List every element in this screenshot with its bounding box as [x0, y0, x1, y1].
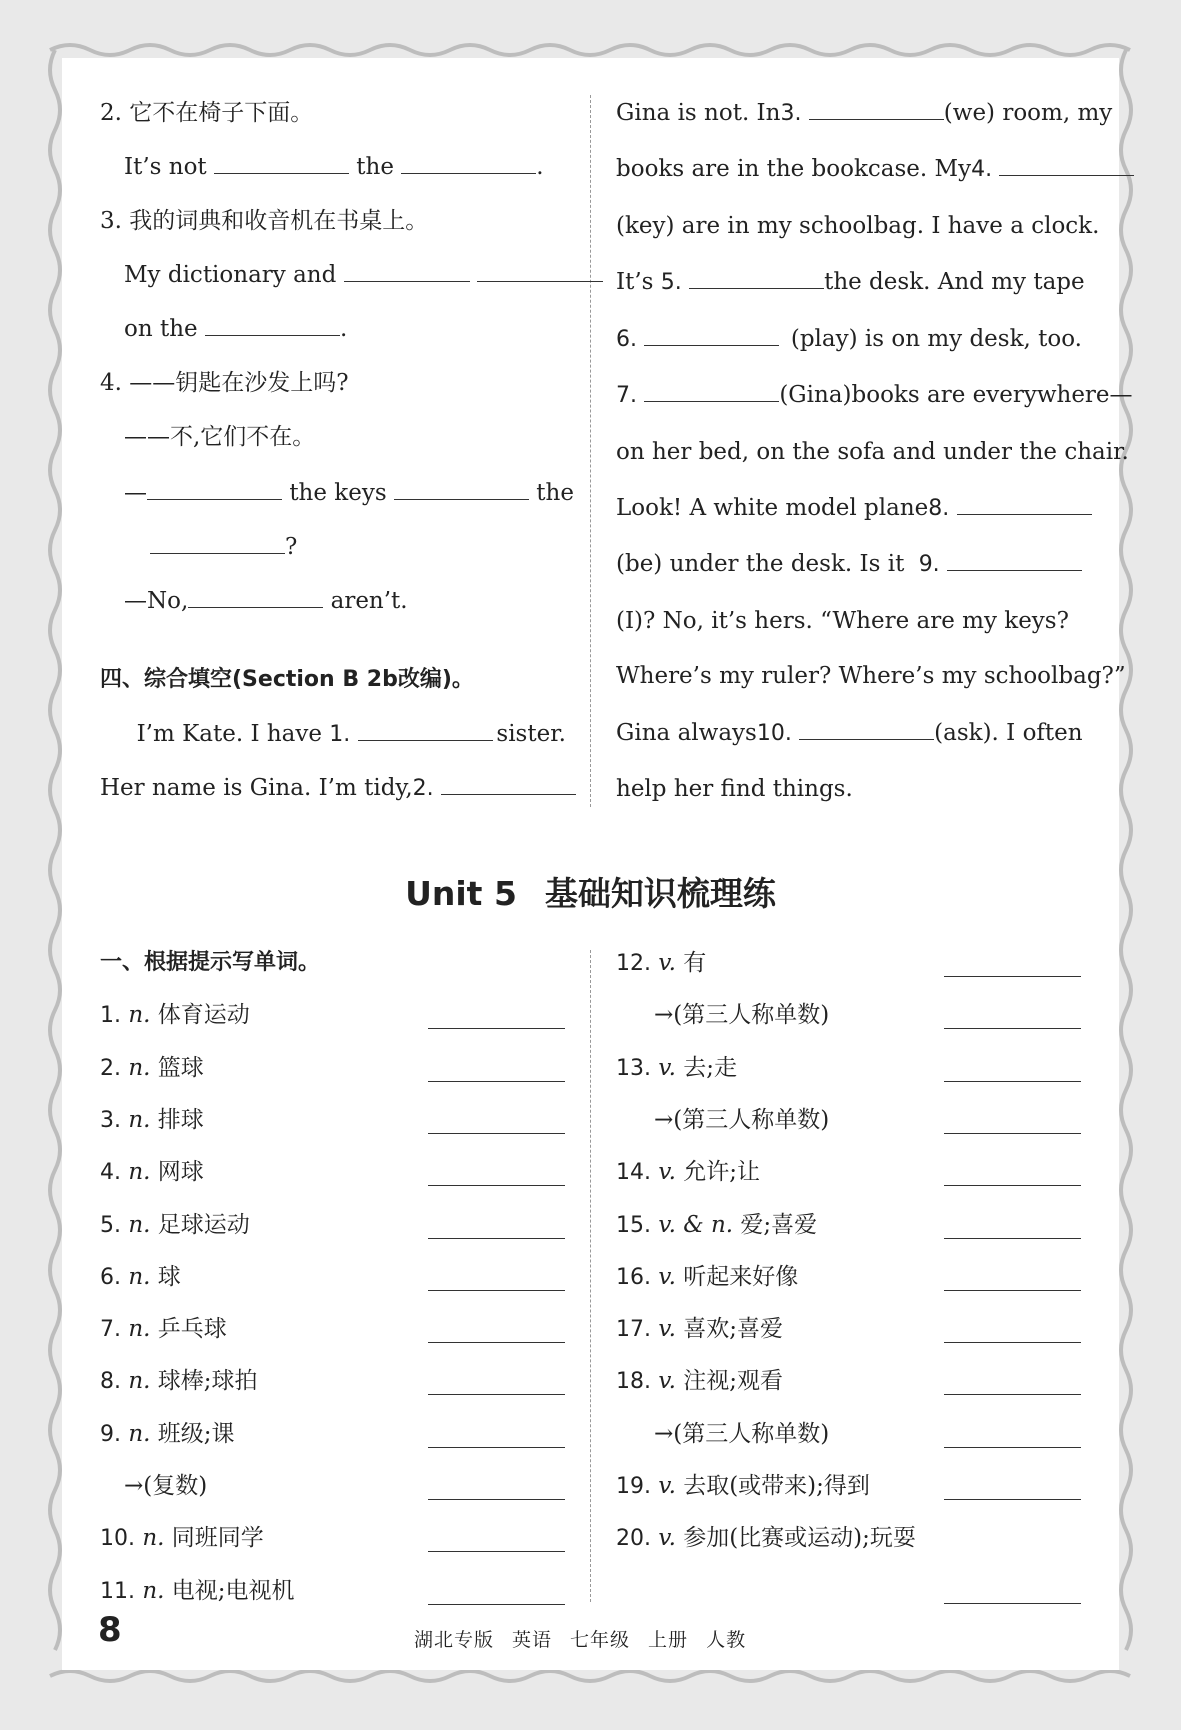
passage-r12: Gina always 10. (ask). I often	[616, 720, 1083, 746]
q2-chinese: 2. 它不在椅子下面。	[100, 100, 314, 126]
footer-item: 上册	[648, 1629, 689, 1651]
answer-line[interactable]	[428, 1133, 565, 1134]
vocab-item	[100, 1053, 204, 1084]
vocab-item	[100, 1576, 295, 1607]
q2-english: It’s not the .	[124, 154, 544, 180]
passage-r1: Gina is not. In 3. (we) room, my	[616, 100, 1113, 126]
part-of-speech: n.	[128, 1212, 151, 1238]
section-4-title: 四、综合填空(Section B 2b改编)。	[100, 667, 474, 692]
vocab-item	[616, 1262, 798, 1293]
blank[interactable]	[147, 479, 282, 500]
vocab-item	[100, 1366, 258, 1397]
vocab-number: 6.	[100, 1265, 121, 1290]
vocab-hint: →(复数)	[124, 1473, 208, 1499]
part-of-speech: n.	[142, 1525, 165, 1551]
footer-item: 英语	[512, 1629, 553, 1651]
vocab-number: 7.	[100, 1317, 121, 1342]
vocab-hint: 去取(或带来);得到	[683, 1473, 870, 1499]
q4-english: — the keys the	[124, 480, 574, 506]
vocab-number: 1.	[100, 1003, 121, 1028]
vocab-item	[616, 1053, 737, 1084]
answer-line[interactable]	[428, 1342, 565, 1343]
answer-line[interactable]	[944, 1447, 1081, 1448]
vocab-hint: 同班同学	[171, 1525, 264, 1551]
blank[interactable]	[401, 153, 536, 174]
vocab-number: 14.	[616, 1160, 651, 1185]
part-of-speech: n.	[142, 1578, 165, 1604]
vocab-hint: →(第三人称单数)	[654, 1107, 830, 1133]
vocab-item	[616, 1157, 760, 1188]
part-of-speech: n.	[128, 1264, 151, 1290]
vocab-number: 15.	[616, 1213, 651, 1238]
part-of-speech: n.	[128, 1055, 151, 1081]
q4-english-3: —No, aren’t.	[124, 588, 408, 614]
vocab-item	[100, 1419, 235, 1450]
blank[interactable]	[799, 719, 934, 740]
answer-line[interactable]	[944, 1185, 1081, 1186]
q3-english: My dictionary and	[124, 260, 603, 290]
vocab-item	[654, 1105, 829, 1135]
part-of-speech: v. & n.	[658, 1212, 734, 1238]
answer-line[interactable]	[428, 1551, 565, 1552]
q4-chinese: 4. ——钥匙在沙发上吗?	[100, 370, 349, 396]
vocab-hint: 喜欢;喜爱	[683, 1316, 783, 1342]
vocab-number: 8.	[100, 1369, 121, 1394]
passage-r5: 6. (play) is on my desk, too.	[616, 326, 1082, 352]
blank[interactable]	[188, 587, 323, 608]
q4-english-2: ?	[150, 532, 297, 562]
passage-r8: Look! A white model plane 8.	[616, 493, 1082, 524]
vocab-item	[100, 1000, 250, 1031]
vocab-item	[616, 948, 706, 979]
passage-line-1: I’m Kate. I have 1. sister.	[136, 721, 566, 747]
vocab-item	[616, 1210, 817, 1241]
part-of-speech: n.	[128, 1368, 151, 1394]
vocab-number: 13.	[616, 1056, 651, 1081]
passage-r10: (I)? No, it’s hers. “Where are my keys?	[616, 608, 1069, 634]
vocab-item	[616, 1471, 870, 1502]
vocab-hint: 篮球	[157, 1055, 204, 1081]
unit-title: Unit 5 基础知识梳理练	[405, 874, 776, 913]
vocab-number: 4.	[100, 1160, 121, 1185]
vocab-number: 9.	[100, 1422, 121, 1447]
passage-r2: books are in the bookcase. My 4.	[616, 154, 1082, 185]
part-of-speech: v.	[658, 1159, 676, 1185]
top-column-divider	[590, 95, 591, 807]
answer-line[interactable]	[944, 1133, 1081, 1134]
blank[interactable]	[644, 381, 779, 402]
passage-r3: (key) are in my schoolbag. I have a clock.	[616, 213, 1100, 239]
answer-line[interactable]	[944, 976, 1081, 977]
passage-line-2: Her name is Gina. I’m tidy, 2.	[100, 773, 566, 804]
answer-line[interactable]	[428, 1028, 565, 1029]
vocab-hint: 有	[683, 950, 707, 976]
vocab-hint: 球	[157, 1264, 181, 1290]
vocab-number: 19.	[616, 1474, 651, 1499]
vocab-number: 16.	[616, 1265, 651, 1290]
blank[interactable]	[344, 261, 470, 282]
blank[interactable]	[689, 268, 824, 289]
passage-r11: Where’s my ruler? Where’s my schoolbag?”	[616, 663, 1126, 689]
part-of-speech: v.	[658, 1264, 676, 1290]
passage-r4: It’s 5. the desk. And my tape	[616, 269, 1085, 295]
answer-line[interactable]	[428, 1185, 565, 1186]
vocab-hint: 电视;电视机	[171, 1578, 295, 1604]
part-of-speech: v.	[658, 1525, 676, 1551]
answer-line[interactable]	[428, 1604, 565, 1605]
vocab-number: 5.	[100, 1213, 121, 1238]
vocab-number: 10.	[100, 1526, 135, 1551]
vocab-hint: →(第三人称单数)	[654, 1002, 830, 1028]
vocab-hint: 去;走	[683, 1055, 737, 1081]
part-of-speech: v.	[658, 1316, 676, 1342]
vocab-item	[100, 1314, 227, 1345]
part-of-speech: v.	[658, 1055, 676, 1081]
answer-line[interactable]	[944, 1238, 1081, 1239]
vocab-hint: 听起来好像	[683, 1264, 799, 1290]
blank[interactable]	[957, 494, 1092, 515]
blank[interactable]	[477, 261, 603, 282]
vocab-item	[654, 1000, 829, 1030]
blank[interactable]	[205, 315, 340, 336]
part-of-speech: n.	[128, 1002, 151, 1028]
part-of-speech: n.	[128, 1421, 151, 1447]
vocab-item	[100, 1105, 204, 1136]
blank[interactable]	[394, 479, 529, 500]
vocab-number: 17.	[616, 1317, 651, 1342]
page-number: 8	[98, 1610, 122, 1650]
part-of-speech: n.	[128, 1316, 151, 1342]
blank[interactable]	[150, 533, 285, 554]
vocab-hint: 允许;让	[683, 1159, 760, 1185]
vocab-hint: 足球运动	[157, 1212, 250, 1238]
blank[interactable]	[644, 325, 779, 346]
q4-chinese-2: ——不,它们不在。	[124, 424, 316, 450]
part-of-speech: v.	[658, 1368, 676, 1394]
answer-line[interactable]	[944, 1081, 1081, 1082]
answer-line[interactable]	[428, 1081, 565, 1082]
q3-chinese: 3. 我的词典和收音机在书桌上。	[100, 208, 429, 234]
vocab-item	[654, 1419, 829, 1449]
vocab-item	[100, 1523, 264, 1554]
vocab-number: 12.	[616, 951, 651, 976]
footer-item: 七年级	[570, 1629, 631, 1651]
answer-line[interactable]	[944, 1603, 1081, 1604]
vocab-hint: →(第三人称单数)	[654, 1421, 830, 1447]
blank[interactable]	[358, 720, 493, 741]
answer-line[interactable]	[944, 1499, 1081, 1500]
vocab-hint: 体育运动	[157, 1002, 250, 1028]
answer-line[interactable]	[944, 1394, 1081, 1395]
vocab-item	[616, 1366, 783, 1397]
vocab-number: 18.	[616, 1369, 651, 1394]
part-of-speech: n.	[128, 1159, 151, 1185]
blank[interactable]	[441, 774, 576, 795]
vocab-number: 3.	[100, 1108, 121, 1133]
passage-r7: on her bed, on the sofa and under the chair.	[616, 439, 1129, 465]
vocab-hint: 球棒;球拍	[157, 1368, 258, 1394]
answer-line[interactable]	[428, 1290, 565, 1291]
q3-english-2: on the .	[124, 316, 348, 342]
vocab-section-title: 一、根据提示写单词。	[100, 950, 321, 975]
part-of-speech: n.	[128, 1107, 151, 1133]
vocab-hint: 乒乓球	[157, 1316, 227, 1342]
passage-r9: (be) under the desk. Is it 9.	[616, 549, 1082, 580]
part-of-speech: v.	[658, 1473, 676, 1499]
answer-line[interactable]	[428, 1499, 565, 1500]
blank[interactable]	[999, 155, 1134, 176]
vocab-hint: 注视;观看	[683, 1368, 783, 1394]
answer-line[interactable]	[428, 1394, 565, 1395]
passage-r13: help her find things.	[616, 776, 853, 802]
vocab-number: 20.	[616, 1526, 651, 1551]
answer-line[interactable]	[428, 1447, 565, 1448]
blank[interactable]	[809, 99, 944, 120]
vocab-number: 11.	[100, 1579, 135, 1604]
vocab-hint: 排球	[157, 1107, 204, 1133]
vocab-number: 2.	[100, 1056, 121, 1081]
footer-item: 湖北专版	[414, 1629, 495, 1651]
answer-line[interactable]	[944, 1028, 1081, 1029]
answer-line[interactable]	[428, 1238, 565, 1239]
answer-line[interactable]	[944, 1290, 1081, 1291]
blank[interactable]	[214, 153, 349, 174]
vocab-item	[616, 1314, 783, 1345]
vocab-hint: 参加(比赛或运动);玩耍	[683, 1525, 916, 1551]
footer-item: 人教	[706, 1629, 747, 1651]
bottom-column-divider	[590, 950, 591, 1602]
footer-info	[414, 1625, 764, 1652]
vocab-item	[100, 1210, 250, 1241]
passage-r6: 7. (Gina)books are everywhere—	[616, 382, 1133, 408]
vocab-hint: 爱;喜爱	[740, 1212, 818, 1238]
vocab-hint: 班级;课	[157, 1421, 235, 1447]
blank[interactable]	[947, 550, 1082, 571]
vocab-item	[124, 1471, 207, 1501]
vocab-item	[100, 1157, 204, 1188]
answer-line[interactable]	[944, 1342, 1081, 1343]
vocab-hint: 网球	[157, 1159, 204, 1185]
vocab-item	[100, 1262, 181, 1293]
part-of-speech: v.	[658, 950, 676, 976]
vocab-item	[616, 1523, 916, 1554]
